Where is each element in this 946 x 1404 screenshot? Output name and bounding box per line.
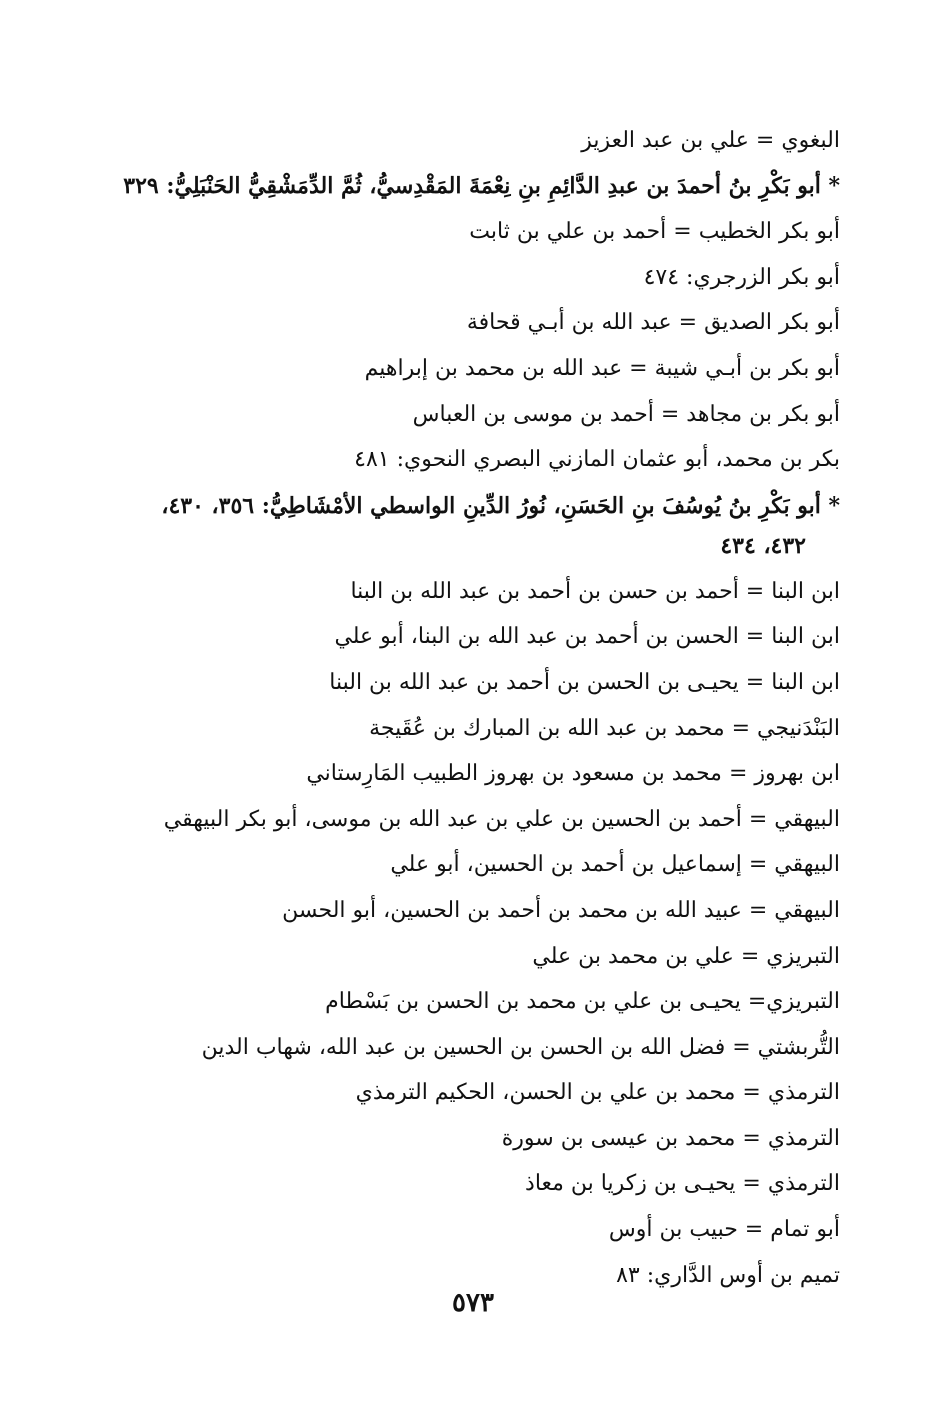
- index-entry: أبو بكر بن أبـي شيبة = عبد الله بن محمد بن إبراهيم: [364, 355, 840, 381]
- index-entry: البيهقي = أحمد بن الحسين بن علي بن عبد الله بن موسى، أبو بكر البيهقي: [163, 806, 840, 832]
- index-entry: الترمذي = محمد بن عيسى بن سورة: [501, 1125, 840, 1151]
- index-entry: البغوي = علي بن عبد العزيز: [581, 128, 840, 153]
- index-entry: ابن بهروز = محمد بن مسعود بن بهروز الطبيب المَارِستاني: [306, 761, 840, 787]
- index-entry: التبريزي= يحيـى بن علي بن محمد بن الحسن بن بَسْطام: [325, 989, 840, 1015]
- index-entry-text: * أبو بَكْرِ بنُ يُوسُفَ بنِ الحَسَنِ، نُورُ الدِّينِ الواسطي الأمْشَاطِيُّ: ٣٥٦، ٤٣٠،: [161, 492, 840, 519]
- index-entry: الترمذي = محمد بن علي بن الحسن، الحكيم الترمذي: [355, 1080, 840, 1106]
- index-entry: أبو تمام = حبيب بن أوس: [608, 1217, 840, 1243]
- index-entry: أبو بكر الصديق = عبد الله بن أبـي قحافة: [466, 310, 840, 336]
- index-entry: ابن البنا = يحيـى بن الحسن بن أحمد بن عبد الله بن البنا: [329, 669, 840, 695]
- index-entry-bold: [90, 483, 840, 569]
- index-entry: أبو بكر الخطيب = أحمد بن علي بن ثابت: [469, 219, 840, 245]
- index-entry-continuation: ٤٣٢، ٤٣٤: [720, 532, 806, 559]
- index-entry: البيهقي = إسماعيل بن أحمد بن الحسين، أبو علي: [390, 852, 840, 878]
- index-entry-bold: * أبو بَكْرِ بنُ أحمدَ بن عبدِ الدَّائِمِ بنِ نِعْمَةَ المَقْدِسيُّ، ثُمَّ الدِّمَشْقِيُّ الحَنْبَلِيُّ: ٣٢٩: [123, 172, 840, 199]
- index-entry: أبو بكر بن مجاهد = أحمد بن موسى بن العباس: [412, 401, 840, 427]
- index-entry: تميم بن أوس الدَّاري: ٨٣: [616, 1262, 840, 1288]
- index-entry: البيهقي = عبيد الله بن محمد بن أحمد بن الحسين، أبو الحسن: [282, 897, 840, 923]
- page-number: ٥٧٣: [452, 1288, 494, 1318]
- index-entry: ابن البنا = الحسن بن أحمد بن عبد الله بن البنا، أبو علي: [334, 624, 840, 650]
- index-entry: التبريزي = علي بن محمد بن علي: [532, 943, 840, 969]
- index-entry: بكر بن محمد، أبو عثمان المازني البصري النحوي: ٤٨١: [354, 447, 840, 473]
- index-entry: البَنْدَنيجي = محمد بن عبد الله بن المبارك بن عُقَيجة: [369, 715, 840, 741]
- index-entry: ابن البنا = أحمد بن حسن بن أحمد بن عبد الله بن البنا: [350, 578, 840, 604]
- index-entry: التُّربشتي = فضل الله بن الحسن بن الحسين بن عبد الله، شهاب الدين: [201, 1034, 840, 1060]
- index-entry: الترمذي = يحيـى بن زكريا بن معاذ: [525, 1171, 840, 1197]
- index-entry: أبو بكر الزرجري: ٤٧٤: [643, 264, 840, 290]
- index-page-body: [90, 118, 840, 1298]
